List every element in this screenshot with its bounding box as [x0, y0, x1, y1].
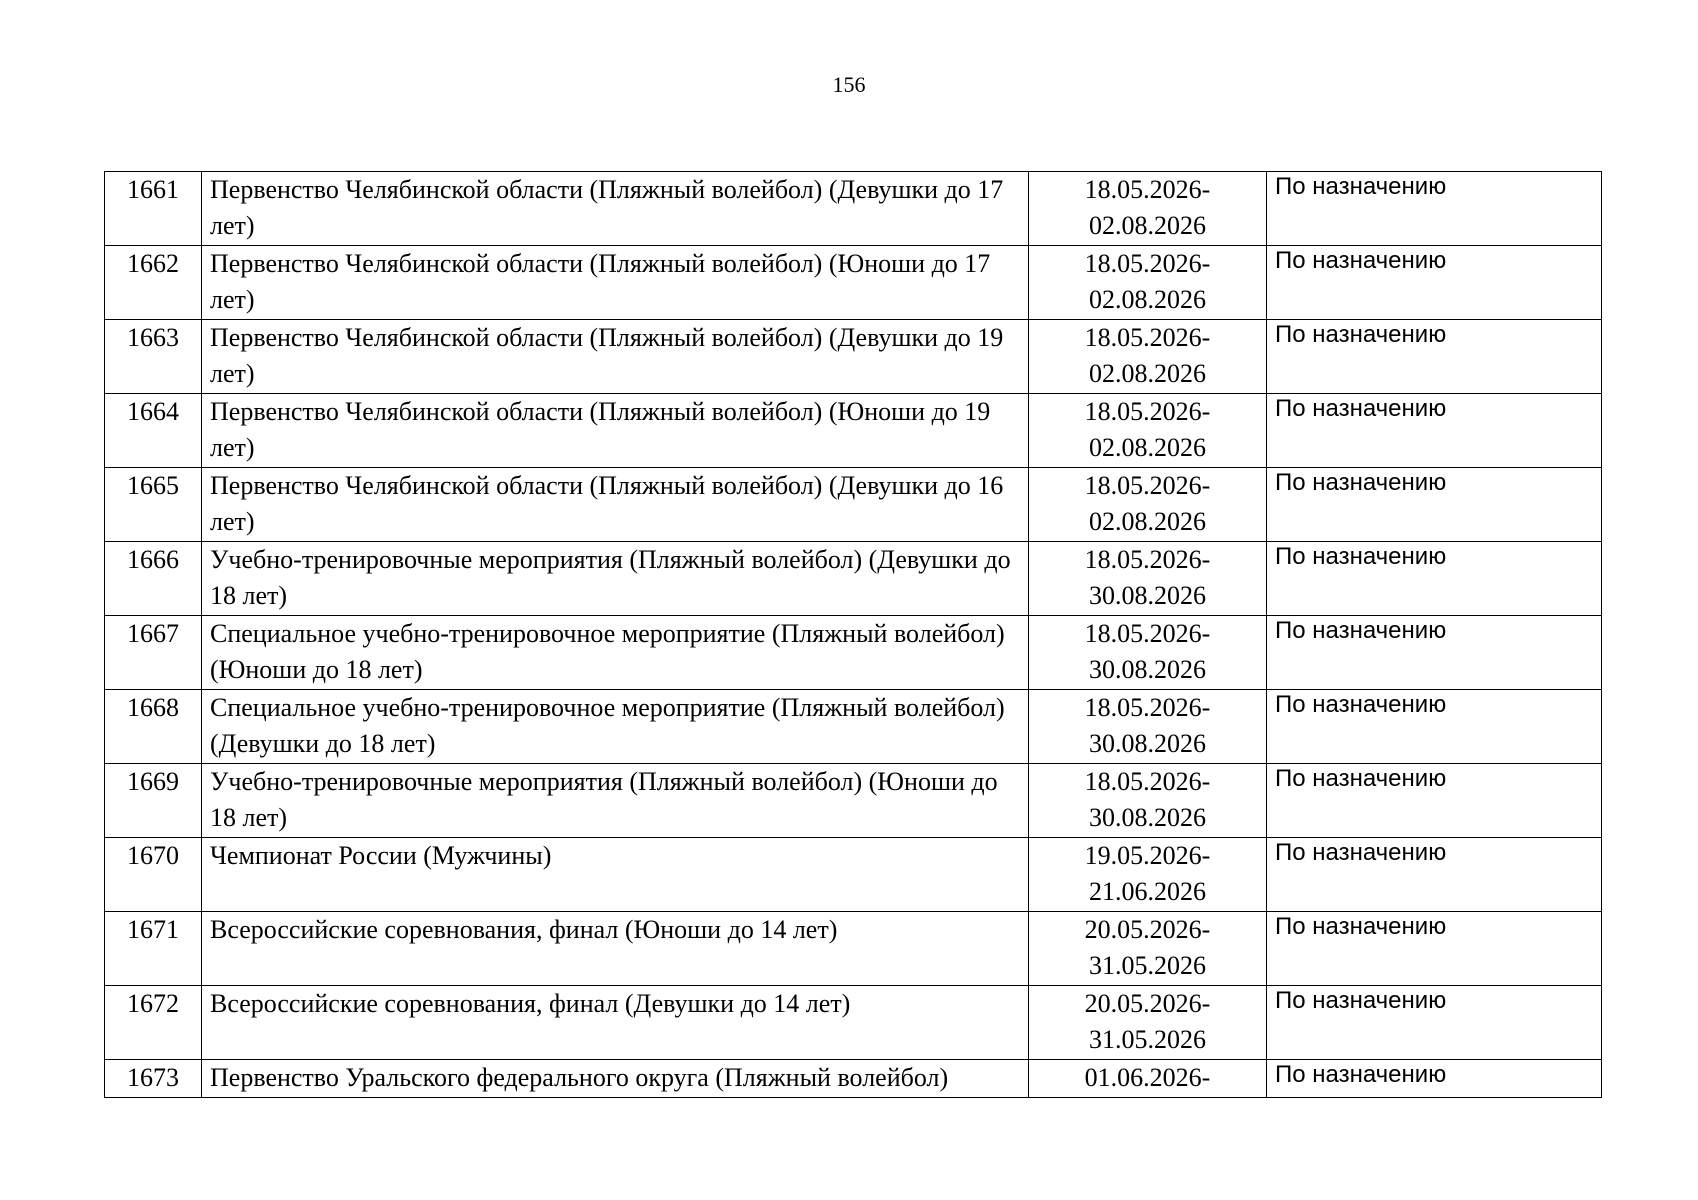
event-place: По назначению [1267, 542, 1602, 616]
event-name: Первенство Челябинской области (Пляжный волейбол) (Юноши до 17 лет) [202, 246, 1029, 320]
event-place: По назначению [1267, 764, 1602, 838]
table-row [105, 320, 1602, 394]
date-start: 18.05.2026- [1084, 545, 1211, 574]
event-number: 1668 [105, 690, 202, 764]
event-dates [1029, 838, 1267, 912]
event-place: По назначению [1267, 320, 1602, 394]
date-end: 31.05.2026 [1089, 1025, 1206, 1054]
event-dates [1029, 912, 1267, 986]
table-row [105, 468, 1602, 542]
date-end: 31.05.2026 [1089, 951, 1206, 980]
event-dates [1029, 468, 1267, 542]
event-place: По назначению [1267, 912, 1602, 986]
date-end: 21.06.2026 [1089, 877, 1206, 906]
event-number: 1664 [105, 394, 202, 468]
event-number: 1672 [105, 986, 202, 1060]
event-name: Первенство Челябинской области (Пляжный волейбол) (Девушки до 19 лет) [202, 320, 1029, 394]
table-row [105, 912, 1602, 986]
date-start: 18.05.2026- [1084, 619, 1211, 648]
event-place: По назначению [1267, 394, 1602, 468]
event-dates [1029, 616, 1267, 690]
events-table [104, 171, 1602, 1098]
date-start: 18.05.2026- [1084, 767, 1211, 796]
date-start: 18.05.2026- [1084, 471, 1211, 500]
event-name: Всероссийские соревнования, финал (Юноши до 14 лет) [202, 912, 1029, 986]
event-name: Первенство Уральского федерального округа (Пляжный волейбол) [202, 1060, 1029, 1098]
date-end: 30.08.2026 [1089, 729, 1206, 758]
date-end: 02.08.2026 [1089, 285, 1206, 314]
event-name: Первенство Челябинской области (Пляжный волейбол) (Девушки до 16 лет) [202, 468, 1029, 542]
event-place: По назначению [1267, 246, 1602, 320]
event-name: Учебно-тренировочные мероприятия (Пляжный волейбол) (Юноши до 18 лет) [202, 764, 1029, 838]
event-number: 1663 [105, 320, 202, 394]
table-row [105, 394, 1602, 468]
table-row [105, 764, 1602, 838]
event-place: По назначению [1267, 1060, 1602, 1098]
event-name: Чемпионат России (Мужчины) [202, 838, 1029, 912]
event-number: 1670 [105, 838, 202, 912]
date-start: 18.05.2026- [1084, 249, 1211, 278]
date-start: 18.05.2026- [1084, 175, 1211, 204]
event-dates [1029, 764, 1267, 838]
event-name: Специальное учебно-тренировочное мероприятие (Пляжный волейбол) (Девушки до 18 лет) [202, 690, 1029, 764]
date-start: 19.05.2026- [1084, 841, 1211, 870]
event-number: 1671 [105, 912, 202, 986]
event-place: По назначению [1267, 468, 1602, 542]
event-place: По назначению [1267, 690, 1602, 764]
date-end: 30.08.2026 [1089, 581, 1206, 610]
event-number: 1667 [105, 616, 202, 690]
date-end: 02.08.2026 [1089, 211, 1206, 240]
event-number: 1669 [105, 764, 202, 838]
event-number: 1666 [105, 542, 202, 616]
page-number: 156 [832, 72, 866, 97]
table-row [105, 690, 1602, 764]
table-row [105, 542, 1602, 616]
event-place: По назначению [1267, 172, 1602, 246]
event-name: Специальное учебно-тренировочное мероприятие (Пляжный волейбол) (Юноши до 18 лет) [202, 616, 1029, 690]
event-place: По назначению [1267, 986, 1602, 1060]
event-number: 1661 [105, 172, 202, 246]
date-start: 18.05.2026- [1084, 397, 1211, 426]
event-name: Первенство Челябинской области (Пляжный волейбол) (Юноши до 19 лет) [202, 394, 1029, 468]
table-row [105, 172, 1602, 246]
event-dates [1029, 986, 1267, 1060]
event-dates [1029, 394, 1267, 468]
event-dates [1029, 172, 1267, 246]
event-name: Учебно-тренировочные мероприятия (Пляжный волейбол) (Девушки до 18 лет) [202, 542, 1029, 616]
date-end: 02.08.2026 [1089, 507, 1206, 536]
date-end: 02.08.2026 [1089, 433, 1206, 462]
event-dates [1029, 246, 1267, 320]
event-place: По назначению [1267, 616, 1602, 690]
event-number: 1665 [105, 468, 202, 542]
date-end: 02.08.2026 [1089, 359, 1206, 388]
date-start: 20.05.2026- [1084, 915, 1211, 944]
table-row [105, 838, 1602, 912]
date-start: 18.05.2026- [1084, 323, 1211, 352]
table-row [105, 616, 1602, 690]
table-row [105, 246, 1602, 320]
table-row [105, 986, 1602, 1060]
event-name: Всероссийские соревнования, финал (Девушки до 14 лет) [202, 986, 1029, 1060]
event-number: 1662 [105, 246, 202, 320]
date-start: 01.06.2026- [1084, 1063, 1211, 1092]
date-start: 20.05.2026- [1084, 989, 1211, 1018]
event-dates [1029, 542, 1267, 616]
date-end: 30.08.2026 [1089, 803, 1206, 832]
event-dates [1029, 1060, 1267, 1098]
date-start: 18.05.2026- [1084, 693, 1211, 722]
event-place: По назначению [1267, 838, 1602, 912]
event-name: Первенство Челябинской области (Пляжный волейбол) (Девушки до 17 лет) [202, 172, 1029, 246]
event-dates [1029, 320, 1267, 394]
table-row [105, 1060, 1602, 1098]
event-number: 1673 [105, 1060, 202, 1098]
date-end: 30.08.2026 [1089, 655, 1206, 684]
event-dates [1029, 690, 1267, 764]
